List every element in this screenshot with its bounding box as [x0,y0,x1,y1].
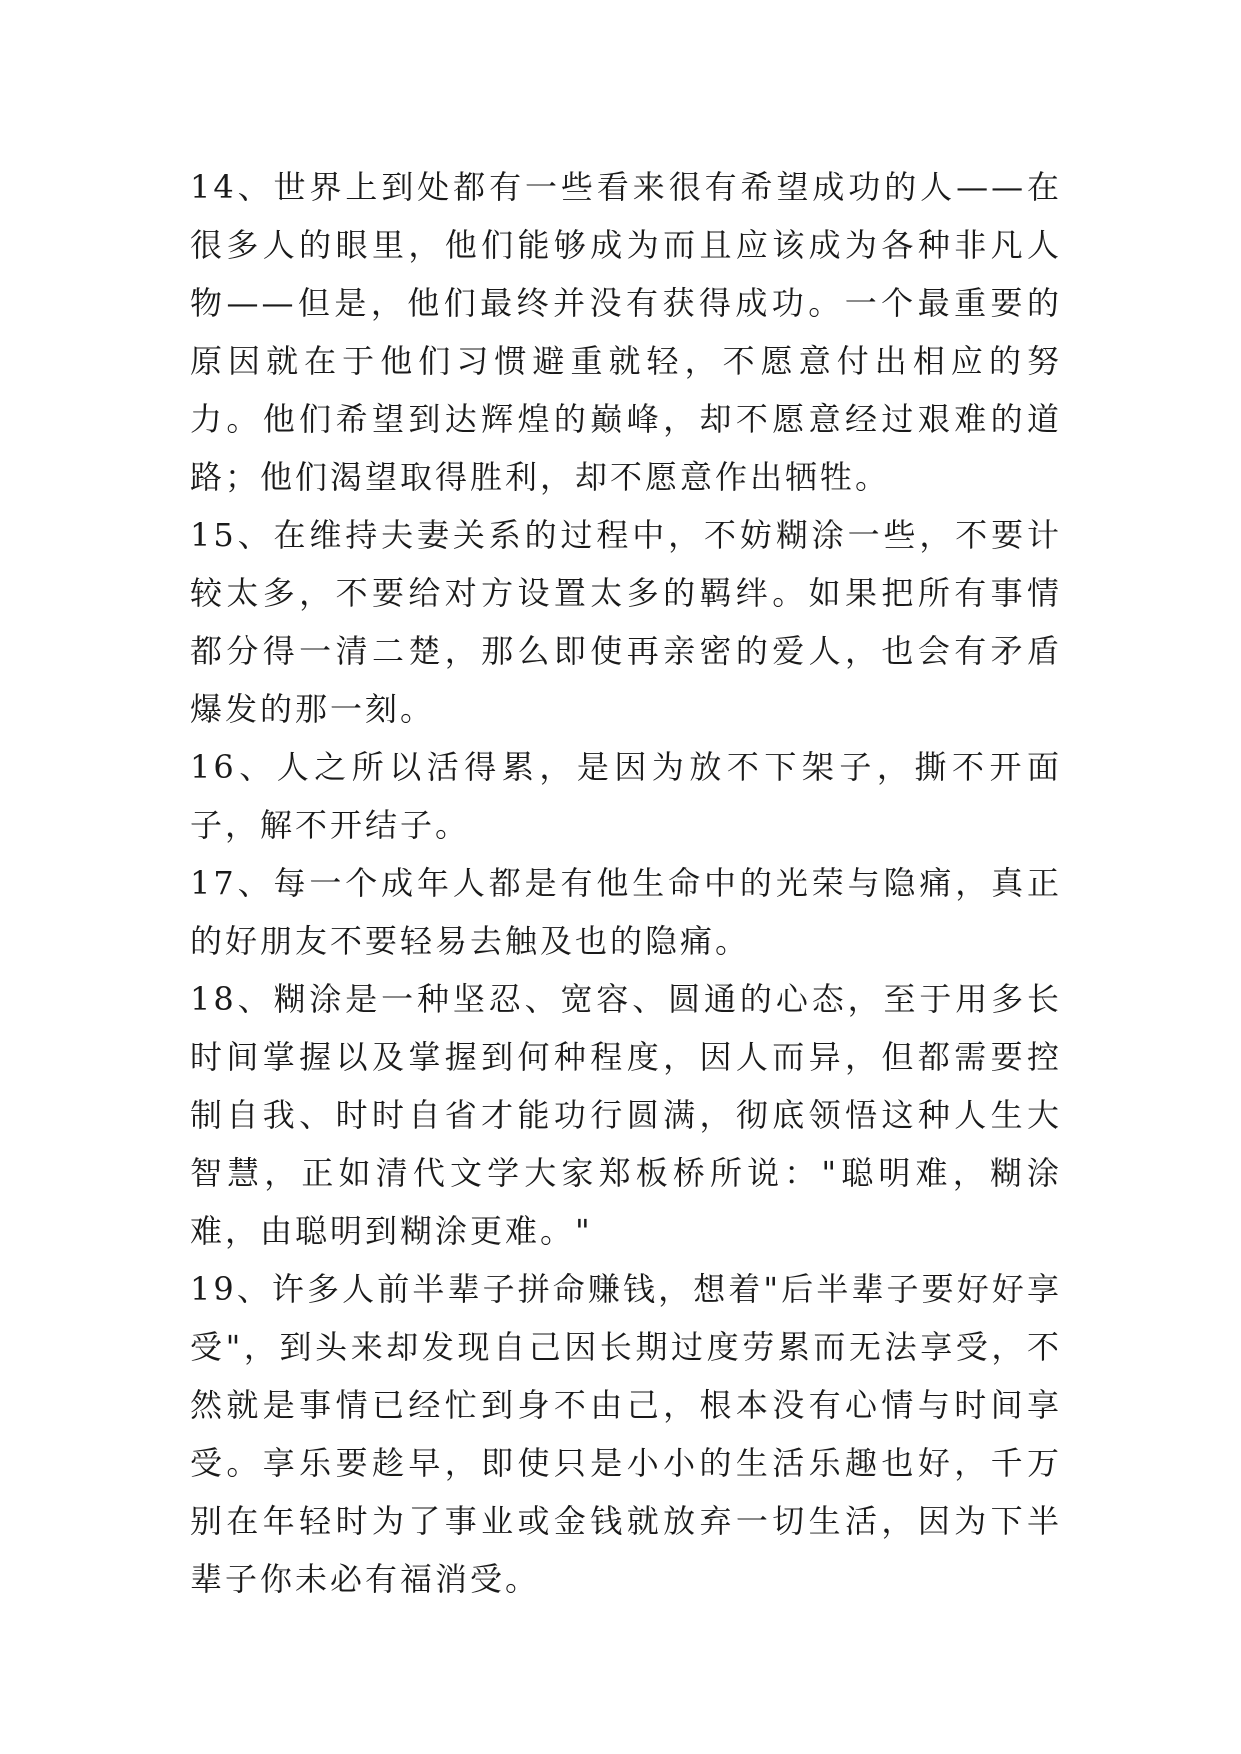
paragraph-19: 19、许多人前半辈子拼命赚钱，想着"后半辈子要好好享受"，到头来却发现自己因长期过度劳累而无法享受，不然就是事情已经忙到身不由己，根本没有心情与时间享受。享乐要趁早，即使只是小小的生活乐趣也好，千万别在年轻时为了事业或金钱就放弃一切生活，因为下半辈子你未必有福消受。 [190,1270,1062,1598]
paragraph-14: 14、世界上到处都有一些看来很有希望成功的人——在很多人的眼里，他们能够成为而且应该成为各种非凡人物——但是，他们最终并没有获得成功。一个最重要的原因就在于他们习惯避重就轻，不愿意付出相应的努力。他们希望到达辉煌的巅峰，却不愿意经过艰难的道路；他们渴望取得胜利，却不愿意作出牺牲。 [190,168,1062,496]
paragraph-15: 15、在维持夫妻关系的过程中，不妨糊涂一些，不要计较太多，不要给对方设置太多的羁绊。如果把所有事情都分得一清二楚，那么即使再亲密的爱人，也会有矛盾爆发的那一刻。 [190,516,1062,728]
paragraph-16: 16、人之所以活得累，是因为放不下架子，撕不开面子，解不开结子。 [190,748,1062,844]
paragraph-17: 17、每一个成年人都是有他生命中的光荣与隐痛，真正的好朋友不要轻易去触及也的隐痛。 [190,864,1062,960]
document-body [190,158,1062,1608]
paragraph-18: 18、糊涂是一种坚忍、宽容、圆通的心态，至于用多长时间掌握以及掌握到何种程度，因人而异，但都需要控制自我、时时自省才能功行圆满，彻底领悟这种人生大智慧，正如清代文学大家郑板桥所说："聪明难，糊涂难，由聪明到糊涂更难。" [190,980,1062,1250]
